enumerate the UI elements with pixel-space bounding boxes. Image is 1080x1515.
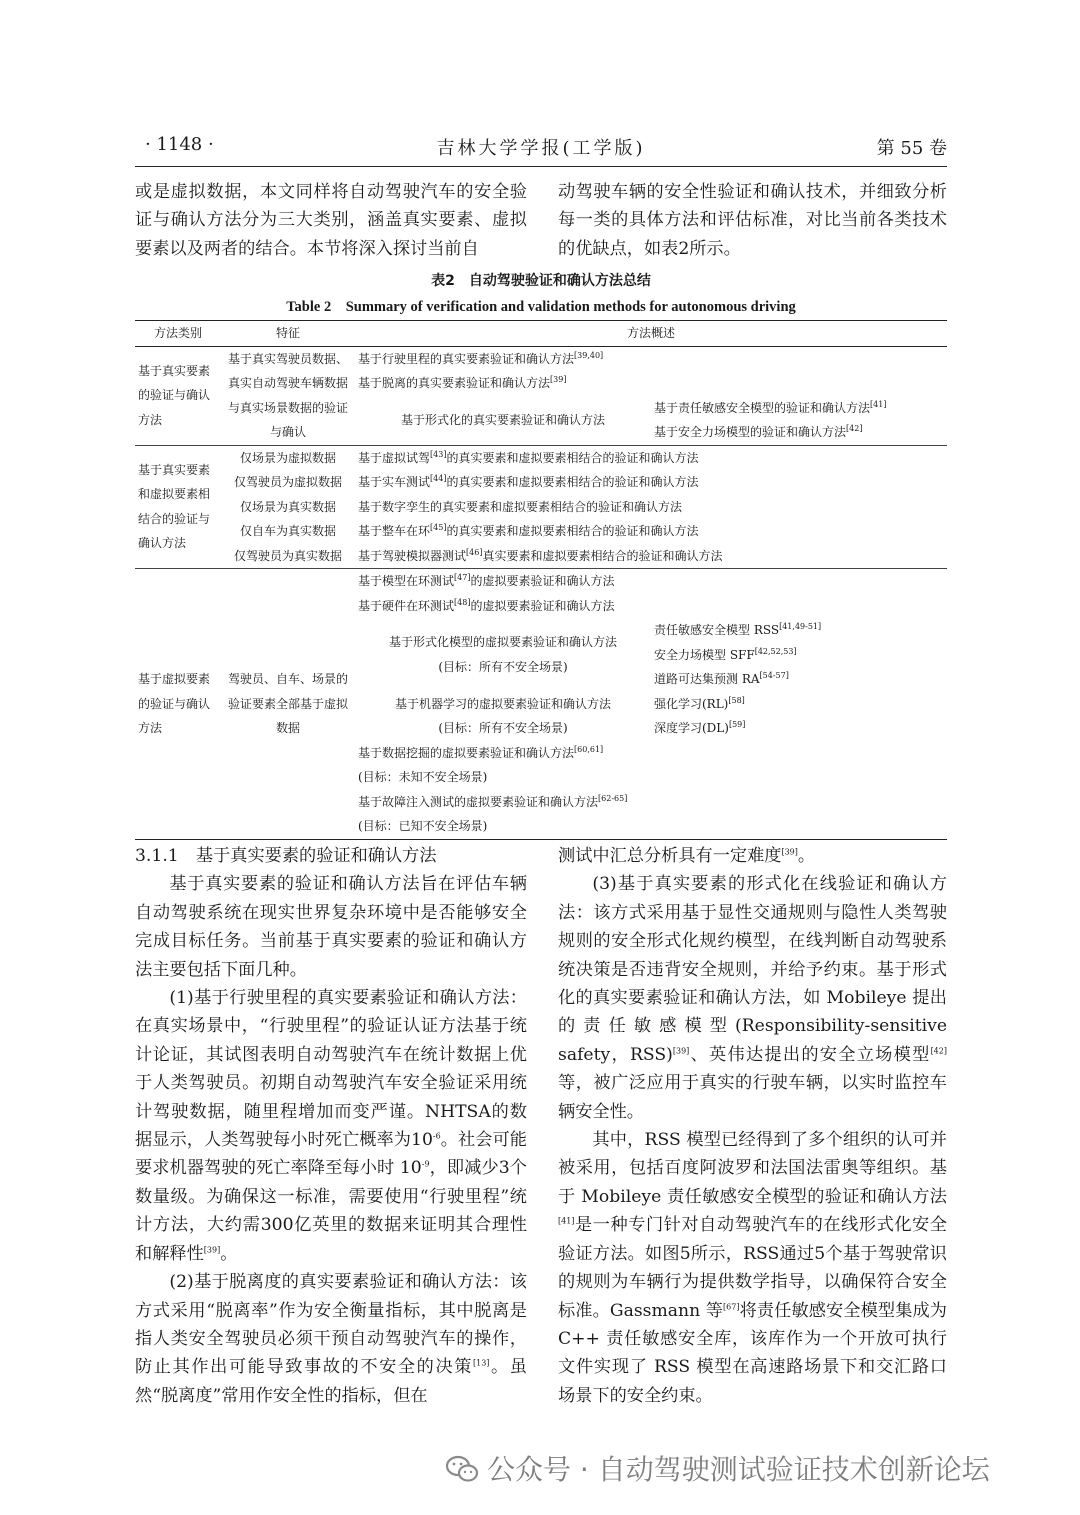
submethod-cell: 强化学习(RL)[58] (654, 695, 745, 711)
methods-table (135, 320, 947, 840)
method-cell: 基于形式化的真实要素验证和确认方法 (400, 412, 605, 427)
section-heading: 3.1.1 基于真实要素的验证和确认方法 (135, 846, 437, 866)
method-cell: 基于整车在环[45]的真实要素和虚拟要素相结合的验证和确认方法 (358, 523, 699, 538)
col-header: 方法概述 (626, 326, 675, 340)
volume-number: 第 55 卷 (876, 138, 947, 159)
group-real (135, 346, 947, 445)
method-cell: 基于机器学习的虚拟要素验证和确认方法 (目标：所有不安全场景) (394, 696, 611, 735)
method-cell: 基于形式化模型的虚拟要素验证和确认方法 (目标：所有不安全场景) (388, 635, 617, 674)
method-cell: 基于驾驶模拟器测试[46]真实要素和虚拟要素相结合的验证和确认方法 (358, 547, 723, 563)
left-column (135, 842, 527, 1410)
feature-cell: 仅自车为真实数据 (239, 524, 336, 538)
table-header-row (135, 321, 947, 347)
watermark-text: 公众号 · 自动驾驶测试验证技术创新论坛 (487, 1453, 990, 1486)
method-cell: 基于故障注入测试的虚拟要素验证和确认方法[62-65] (358, 793, 628, 809)
paragraph: (1)基于行驶里程的真实要素验证和确认方法：在真实场景中，“行驶里程”的验证认证方法基于统计论证，其试图表明自动驾驶汽车在统计数据上优于人类驾驶员。初期自动驾驶汽车安全验证采用统计驾驶数据，随里程增加而变严谨。NHTSA的数据显示，人类驾驶每小时死亡概率为$10^{-6}$。社会可能要求机器驾驶的死亡率降至每小时 $10^{-9}$，即减少3个数量级。为确保这一标准，需要使用“行驶里程”统计方法，大约需300亿英里的数据来证明其合理性和解释性[39]。 (135, 988, 527, 1264)
header-rule (135, 166, 947, 167)
paragraph: (2)基于脱离度的真实要素验证和确认方法：该方式采用“脱离率”作为安全衡量指标，其中脱离是指人类安全驾驶员必须干预自动驾驶汽车的操作，防止其作出可能导致事故的不安全的决策[13]。虽然“脱离度”常用作安全性的指标，但在 (135, 1272, 527, 1406)
feature-cell: 仅驾驶员为虚拟数据 (233, 475, 342, 489)
method-cell: 基于数据挖掘的虚拟要素验证和确认方法[60,61] (358, 744, 604, 760)
method-cell: 基于行驶里程的真实要素验证和确认方法[39,40] (358, 350, 604, 366)
right-column (558, 842, 947, 1410)
method-goal-cell: (目标：未知不安全场景) (358, 770, 488, 784)
paragraph: 基于真实要素的验证和确认方法旨在评估车辆自动驾驶系统在现实世界复杂环境中是否能够安全完成目标任务。当前基于真实要素的验证和确认方法主要包括下面几种。 (135, 874, 527, 980)
paragraph: (3)基于真实要素的形式化在线验证和确认方法：该方式采用基于显性交通规则与隐性人类驾驶规则的安全形式化规约模型，在线判断自动驾驶系统决策是否违背安全规则，并给予约束。基于形式化的真实要素验证和确认方法，如 Mobileye 提出的责任敏感模型(Responsibility-sensitive safety，RSS)[39]、英伟达提出的安全立场模型[42]等，被广泛应用于真实的行驶车辆，以实时监控车辆安全性。 (558, 874, 947, 1122)
method-goal-cell: (目标：已知不安全场景) (358, 819, 488, 833)
method-cell: 基于模型在环测试[47]的虚拟要素验证和确认方法 (358, 573, 615, 588)
method-cell: 基于虚拟试驾[43]的真实要素和虚拟要素相结合的验证和确认方法 (358, 449, 699, 465)
feature-cell: 仅场景为虚拟数据 (239, 450, 336, 465)
submethod-cell: 安全力场模型 SFF[42,52,53] (654, 646, 797, 662)
group-mixed (135, 445, 947, 569)
table-caption-cn: 表2 自动驾驶验证和确认方法总结 (431, 273, 651, 289)
submethod-cell: 基于责任敏感安全模型的验证和确认方法[41] (654, 399, 887, 415)
table-caption-en: Table 2 Summary of verification and validation methods for autonomous driving (286, 299, 796, 315)
submethod-cell: 道路可达集预测 RA[54-57] (654, 671, 789, 686)
submethod-cell: 基于安全力场模型的验证和确认方法[42] (654, 424, 863, 439)
page-number: · 1148 · (145, 134, 214, 155)
top-right-text (558, 178, 947, 263)
col-header: 特征 (275, 326, 300, 340)
group-virtual (135, 569, 947, 840)
paragraph: 其中，RSS 模型已经得到了多个组织的认可并被采用，包括百度阿波罗和法国法雷奥等组织。基于 Mobileye 责任敏感安全模型的验证和确认方法[41]是一种专门针对自动驾驶汽车的在线形式化安全验证方法。如图5所示，RSS通过5个基于驾驶常识的规则为车辆行为提供数学指导，以确保符合安全标准。Gassmann 等[67]将责任敏感安全模型集成为 C++ 责任敏感安全库，该库作为一个开放可执行文件实现了 RSS 模型在高速路场景下和交汇路口场景下的安全约束。 (558, 1130, 947, 1406)
top-left-text (135, 178, 527, 263)
paragraph: 动驾驶车辆的安全性验证和确认技术，并细致分析每一类的具体方法和评估标准，对比当前各类技术的优缺点，如表2所示。 (558, 182, 947, 259)
method-cell: 基于数字孪生的真实要素和虚拟要素相结合的验证和确认方法 (358, 499, 683, 514)
col-header: 方法类别 (153, 326, 202, 340)
submethod-cell: 责任敏感安全模型 RSS[41,49-51] (654, 622, 822, 637)
category-cell: 基于真实要素的验证与确认方法 (138, 363, 211, 427)
paragraph: 或是虚拟数据，本文同样将自动驾驶汽车的安全验证与确认方法分为三大类别，涵盖真实要素、虚拟要素以及两者的结合。本节将深入探讨当前自 (135, 182, 527, 259)
method-cell: 基于硬件在环测试[48]的虚拟要素验证和确认方法 (358, 597, 615, 613)
journal-title: 吉林大学学报(工学版) (436, 138, 646, 159)
submethod-cell: 深度学习(DL)[59] (654, 720, 746, 735)
feature-cell: 仅场景为真实数据 (239, 499, 336, 514)
wechat-icon (445, 1455, 479, 1483)
paragraph: 测试中汇总分析具有一定难度[39]。 (558, 846, 816, 866)
feature-cell: 基于真实驾驶员数据、真实自动驾驶车辆数据与真实场景数据的验证与确认 (227, 351, 348, 439)
category-cell: 基于真实要素和虚拟要素相结合的验证与确认方法 (138, 462, 211, 551)
feature-cell: 仅驾驶员为真实数据 (233, 548, 342, 563)
method-cell: 基于实车测试[44]的真实要素和虚拟要素相结合的验证和确认方法 (358, 474, 699, 489)
category-cell: 基于虚拟要素的验证与确认方法 (138, 672, 211, 735)
watermark (445, 1448, 990, 1488)
feature-cell: 驾驶员、自车、场景的验证要素全部基于虚拟数据 (227, 672, 348, 735)
method-cell: 基于脱离的真实要素验证和确认方法[39] (358, 375, 567, 390)
